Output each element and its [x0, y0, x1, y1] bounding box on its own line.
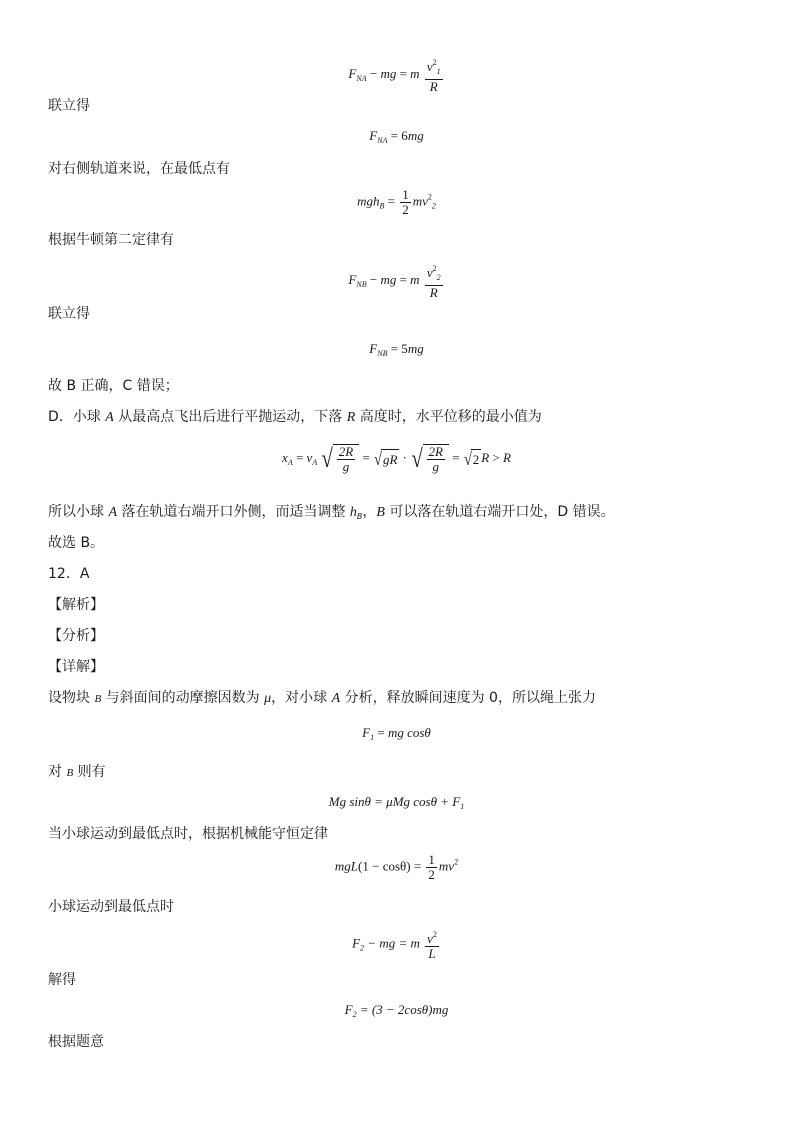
fraction: $\frac{v^2_1}{R}$ [426, 58, 441, 94]
text-line: 当小球运动到最低点时，根据机械能守恒定律 [48, 826, 328, 842]
square-root: √ gR [374, 449, 398, 469]
text-line: 对 B 则有 [48, 764, 106, 780]
equation-e5: $F_{NB} = 5mg$ [369, 341, 424, 358]
fraction: $\frac{2R}{g}$ [428, 444, 443, 474]
text-line: 所以小球 A 落在轨道右端开口外侧，而适当调整 $h_B$，B 可以落在轨道右端开口处，D 错误。 [48, 504, 615, 521]
text-line: 解得 [48, 972, 76, 988]
text-line: 故 B 正确，C 错误； [48, 378, 179, 394]
square-root: √ $\frac{2R}{g}$ [410, 444, 449, 474]
text-line: 根据题意 [48, 1034, 104, 1050]
fraction: $\frac{1}{2}$ [428, 852, 435, 882]
equation-e3: mgh$_B$ = $\frac{1}{2}$ $mv^2_2$ [357, 187, 436, 217]
equation-e4: $F_{NB}$ − mg = m $\frac{v^2_2}{R}$ [348, 264, 441, 300]
text-line: 联立得 [48, 306, 90, 322]
equation-e6: $x_A = v_A$ √ $\frac{2R}{g}$ = √ gR · √ $\frac{2R}{g}$ = √ 2 R > R [282, 444, 511, 474]
section-heading: 【详解】 [48, 659, 104, 675]
text-line: D．小球 A 从最高点飞出后进行平抛运动，下落 R 高度时，水平位移的最小值为 [48, 409, 542, 425]
text-line: 联立得 [48, 98, 90, 114]
text-line: 根据牛顿第二定律有 [48, 232, 174, 248]
question-number: 12．A [48, 566, 90, 582]
fraction: $\frac{v^2_2}{R}$ [426, 264, 441, 300]
equation-e9: mgL(1 − cosθ) = $\frac{1}{2}$ $mv^2$ [334, 852, 459, 882]
fraction: $\frac{1}{2}$ [402, 187, 409, 217]
square-root: √ 2 [463, 449, 480, 469]
equation-e10: $F_2$ − mg = m $\frac{v^2}{L}$ [352, 930, 437, 961]
section-heading: 【解析】 [48, 597, 104, 613]
text-line: 对右侧轨道来说，在最低点有 [48, 161, 230, 177]
equation-e2: $F_{NA} = 6mg$ [369, 128, 424, 145]
text-line: 故选 B。 [48, 535, 105, 551]
equation-e1: $F_{NA}$ − mg = m $\frac{v^2_1}{R}$ [348, 58, 441, 94]
section-heading: 【分析】 [48, 628, 104, 644]
fraction: $\frac{2R}{g}$ [338, 444, 354, 474]
equation-e8: Mg sinθ = μMg $\cos\theta + F_1$ [328, 794, 465, 811]
square-root: √ $\frac{2R}{g}$ [320, 444, 359, 474]
text-line: 小球运动到最低点时 [48, 899, 174, 915]
fraction: $\frac{v^2}{L}$ [427, 930, 437, 961]
equation-e7: $F_1$ = mg cosθ [362, 725, 431, 742]
equation-e11: $F_2 = (3 - 2\cos\theta)mg$ [344, 1002, 449, 1019]
text-line: 设物块 B 与斜面间的动摩擦因数为 μ，对小球 A 分析，释放瞬间速度为 0，所以绳上张力 [48, 690, 596, 706]
